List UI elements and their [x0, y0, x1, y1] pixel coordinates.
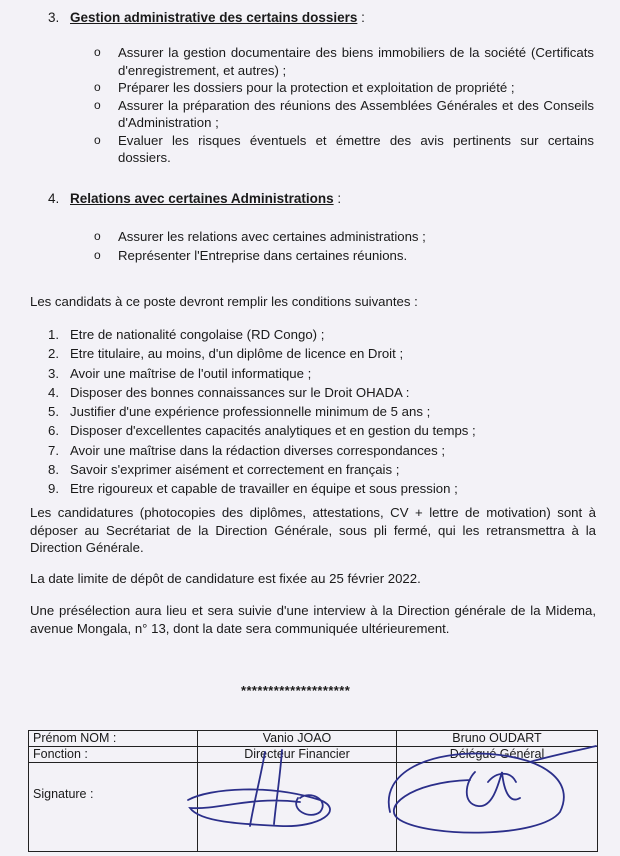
signatory-1-function: Directeur Financier — [198, 747, 397, 763]
list-item: o Préparer les dossiers pour la protection et exploitation de propriété ; — [94, 79, 594, 97]
section-3-list — [94, 44, 594, 167]
separator: ******************** — [241, 683, 351, 698]
list-item: o Assurer la préparation des réunions des Assemblées Générales et des Conseils d'Administration ; — [94, 97, 594, 132]
signatory-1-name: Vanio JOAO — [198, 731, 397, 747]
conditions-intro: Les candidats à ce poste devront remplir les conditions suivantes : — [30, 294, 418, 309]
condition-item: 5. Justifier d'une expérience professionnelle minimum de 5 ans ; — [48, 404, 431, 420]
condition-item: 7. Avoir une maîtrise dans la rédaction diverses correspondances ; — [48, 442, 446, 458]
section-4-suffix: : — [333, 191, 342, 206]
section-4-title: Relations avec certaines Administrations — [70, 191, 334, 206]
name-label-cell: Prénom NOM : — [29, 731, 198, 747]
condition-item: 1. Etre de nationalité congolaise (RD Congo) ; — [48, 327, 325, 342]
function-label-cell: Fonction : — [29, 747, 198, 763]
section-3-heading — [48, 10, 365, 25]
section-4-heading — [48, 191, 341, 206]
section-3-suffix: : — [357, 10, 365, 25]
condition-item: 8. Savoir s'exprimer aisément et correctement en français ; — [48, 462, 400, 478]
condition-item: 9. Etre rigoureux et capable de travailler en équipe et sous pression ; — [48, 481, 458, 497]
list-item: o Evaluer les risques éventuels et émettre des avis pertinents sur certains dossiers. — [94, 132, 594, 167]
section-3-number: 3. — [48, 10, 60, 25]
list-item: o Assurer la gestion documentaire des biens immobiliers de la société (Certificats d'enregistrement, et autres) ; — [94, 44, 594, 79]
condition-item: 4. Disposer des bonnes connaissances sur le Droit OHADA : — [48, 384, 410, 400]
condition-item: 6. Disposer d'excellentes capacités analytiques et en gestion du temps ; — [48, 423, 476, 439]
signatory-2-name: Bruno OUDART — [397, 731, 598, 747]
list-item: o Assurer les relations avec certaines administrations ; — [94, 227, 594, 246]
applications-paragraph: Les candidatures (photocopies des diplômes, attestations, CV + lettre de motivation) sont à déposer au Secrétariat de la Direction Générale, sous pli fermé, qui les retransmettra à la Direction Générale. — [30, 505, 596, 555]
signatory-2-function: Délégué Général — [397, 747, 598, 763]
condition-item: 3. Avoir une maîtrise de l'outil informatique ; — [48, 365, 312, 381]
signature-2-scribble — [370, 742, 600, 842]
list-item: o Représenter l'Entreprise dans certaines réunions. — [94, 246, 594, 265]
signature-label: Signature : — [33, 787, 94, 801]
condition-item: 2. Etre titulaire, au moins, d'un diplôme de licence en Droit ; — [48, 346, 404, 362]
preselection-paragraph: Une présélection aura lieu et sera suivie d'une interview à la Direction générale de la Midema, avenue Mongala, n° 13, dont la date sera communiquée ultérieurement. — [30, 603, 596, 636]
section-4-list — [94, 227, 594, 265]
conditions-list — [48, 325, 476, 499]
section-4-number: 4. — [48, 191, 60, 206]
deadline-paragraph: La date limite de dépôt de candidature est fixée au 25 février 2022. — [30, 571, 421, 586]
section-3-title: Gestion administrative des certains dossiers — [70, 10, 358, 25]
signature-1-scribble — [170, 740, 350, 840]
